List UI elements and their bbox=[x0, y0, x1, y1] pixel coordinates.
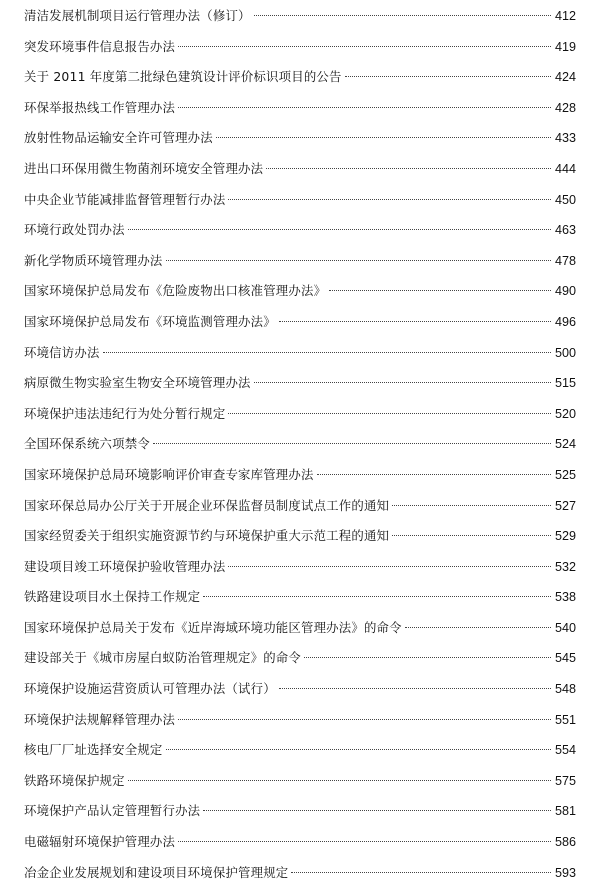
toc-entry-title: 国家环境保护总局发布《环境监测管理办法》 bbox=[24, 313, 276, 329]
toc-entry-page-number: 593 bbox=[554, 865, 576, 880]
dot-leader bbox=[103, 352, 551, 353]
toc-entry-page-number: 554 bbox=[554, 743, 576, 758]
dot-leader bbox=[228, 413, 551, 414]
toc-entry-title: 电磁辐射环境保护管理办法 bbox=[24, 834, 176, 850]
toc-entry[interactable] bbox=[0, 735, 594, 766]
toc-entry-page-number: 525 bbox=[554, 467, 576, 482]
toc-entry-title: 环境信访办法 bbox=[24, 344, 100, 360]
toc-entry-title: 国家经贸委关于组织实施资源节约与环境保护重大示范工程的通知 bbox=[24, 528, 390, 544]
toc-entry-page-number: 444 bbox=[554, 161, 576, 176]
dot-leader bbox=[128, 780, 551, 781]
toc-entry[interactable] bbox=[0, 93, 594, 124]
dot-leader bbox=[178, 719, 551, 720]
dot-leader bbox=[128, 229, 551, 230]
toc-entry[interactable] bbox=[0, 491, 594, 522]
dot-leader bbox=[405, 627, 551, 628]
toc-entry-page-number: 586 bbox=[554, 835, 576, 850]
toc-entry-page-number: 551 bbox=[554, 712, 576, 727]
toc-entry-page-number: 424 bbox=[554, 70, 576, 85]
dot-leader bbox=[266, 168, 551, 169]
dot-leader bbox=[392, 535, 551, 536]
dot-leader bbox=[329, 290, 551, 291]
toc-entry-title: 中央企业节能减排监督管理暂行办法 bbox=[24, 191, 226, 207]
toc-entry-page-number: 463 bbox=[554, 223, 576, 238]
toc-entry-page-number: 496 bbox=[554, 314, 576, 329]
toc-entry-title: 关于 2011 年度第二批绿色建筑设计评价标识项目的公告 bbox=[24, 69, 342, 85]
toc-entry[interactable] bbox=[0, 521, 594, 552]
dot-leader bbox=[279, 321, 551, 322]
toc-entry-title: 进出口环保用微生物菌剂环境安全管理办法 bbox=[24, 160, 264, 176]
dot-leader bbox=[178, 46, 551, 47]
dot-leader bbox=[166, 260, 551, 261]
toc-list bbox=[0, 1, 594, 888]
toc-entry[interactable] bbox=[0, 552, 594, 583]
toc-entry-page-number: 545 bbox=[554, 651, 576, 666]
toc-entry-title: 全国环保系统六项禁令 bbox=[24, 436, 150, 452]
toc-entry-page-number: 540 bbox=[554, 620, 576, 635]
dot-leader bbox=[166, 749, 551, 750]
toc-entry-title: 放射性物品运输安全许可管理办法 bbox=[24, 130, 213, 146]
toc-entry-title: 铁路环境保护规定 bbox=[24, 772, 125, 788]
toc-entry-title: 清洁发展机制项目运行管理办法（修订） bbox=[24, 8, 251, 23]
toc-entry[interactable] bbox=[0, 613, 594, 644]
toc-entry-title: 环境保护产品认定管理暂行办法 bbox=[24, 803, 201, 819]
toc-entry-page-number: 527 bbox=[554, 498, 576, 513]
toc-entry-page-number: 581 bbox=[554, 804, 576, 819]
toc-entry-page-number: 524 bbox=[554, 437, 576, 452]
toc-entry-page-number: 478 bbox=[554, 253, 576, 268]
toc-entry-title: 环保举报热线工作管理办法 bbox=[24, 99, 176, 115]
toc-entry-title: 建设部关于《城市房屋白蚁防治管理规定》的命令 bbox=[24, 650, 301, 666]
toc-entry[interactable] bbox=[0, 674, 594, 705]
toc-entry-page-number: 419 bbox=[554, 39, 576, 54]
dot-leader bbox=[291, 872, 551, 873]
toc-entry-title: 环境行政处罚办法 bbox=[24, 222, 125, 238]
toc-entry[interactable] bbox=[0, 429, 594, 460]
toc-entry[interactable] bbox=[0, 582, 594, 613]
toc-entry[interactable] bbox=[0, 766, 594, 797]
toc-entry[interactable] bbox=[0, 643, 594, 674]
toc-entry[interactable] bbox=[0, 154, 594, 185]
toc-entry-title: 国家环境保护总局发布《危险废物出口核准管理办法》 bbox=[24, 283, 327, 299]
toc-entry[interactable] bbox=[0, 62, 594, 93]
toc-entry[interactable] bbox=[0, 338, 594, 369]
toc-entry[interactable] bbox=[0, 827, 594, 858]
toc-entry[interactable] bbox=[0, 705, 594, 736]
dot-leader bbox=[228, 199, 551, 200]
dot-leader bbox=[254, 15, 551, 16]
toc-entry-title: 新化学物质环境管理办法 bbox=[24, 252, 163, 268]
toc-entry[interactable] bbox=[0, 246, 594, 277]
toc-entry-title: 环境保护法规解释管理办法 bbox=[24, 711, 176, 727]
dot-leader bbox=[203, 810, 551, 811]
toc-entry[interactable] bbox=[0, 215, 594, 246]
toc-entry-page-number: 529 bbox=[554, 529, 576, 544]
dot-leader bbox=[254, 382, 551, 383]
dot-leader bbox=[178, 841, 551, 842]
toc-entry-page-number: 575 bbox=[554, 773, 576, 788]
dot-leader bbox=[203, 596, 551, 597]
toc-entry-title: 国家环保总局办公厅关于开展企业环保监督员制度试点工作的通知 bbox=[24, 497, 390, 513]
toc-entry[interactable] bbox=[0, 368, 594, 399]
toc-entry-title: 环境保护违法违纪行为处分暂行规定 bbox=[24, 405, 226, 421]
toc-entry-page-number: 433 bbox=[554, 131, 576, 146]
toc-entry-title: 核电厂厂址选择安全规定 bbox=[24, 742, 163, 758]
toc-entry-title: 病原微生物实验室生物安全环境管理办法 bbox=[24, 375, 251, 391]
dot-leader bbox=[392, 505, 551, 506]
toc-entry-page-number: 500 bbox=[554, 345, 576, 360]
toc-entry-page-number: 538 bbox=[554, 590, 576, 605]
dot-leader bbox=[178, 107, 551, 108]
toc-entry-title: 突发环境事件信息报告办法 bbox=[24, 38, 176, 54]
toc-entry-page-number: 490 bbox=[554, 284, 576, 299]
toc-entry-title: 环境保护设施运营资质认可管理办法（试行） bbox=[24, 681, 276, 697]
toc-entry[interactable] bbox=[0, 1, 594, 32]
toc-entry-page-number: 520 bbox=[554, 406, 576, 421]
toc-entry-page-number: 515 bbox=[554, 376, 576, 391]
dot-leader bbox=[216, 137, 551, 138]
toc-entry-page-number: 428 bbox=[554, 100, 576, 115]
toc-entry[interactable] bbox=[0, 307, 594, 338]
toc-entry[interactable] bbox=[0, 460, 594, 491]
toc-entry-page-number: 450 bbox=[554, 192, 576, 207]
toc-entry-page-number: 412 bbox=[554, 9, 576, 23]
toc-entry[interactable] bbox=[0, 276, 594, 307]
toc-entry-page-number: 548 bbox=[554, 682, 576, 697]
toc-entry-title: 铁路建设项目水土保持工作规定 bbox=[24, 589, 201, 605]
toc-entry-title: 建设项目竣工环境保护验收管理办法 bbox=[24, 558, 226, 574]
dot-leader bbox=[345, 76, 551, 77]
toc-entry[interactable] bbox=[0, 32, 594, 63]
toc-entry-title: 国家环境保护总局环境影响评价审查专家库管理办法 bbox=[24, 466, 314, 482]
dot-leader bbox=[304, 657, 551, 658]
dot-leader bbox=[317, 474, 551, 475]
dot-leader bbox=[279, 688, 551, 689]
toc-entry[interactable] bbox=[0, 796, 594, 827]
toc-entry[interactable] bbox=[0, 858, 594, 889]
toc-entry-title: 国家环境保护总局关于发布《近岸海域环境功能区管理办法》的命令 bbox=[24, 619, 402, 635]
dot-leader bbox=[228, 566, 551, 567]
dot-leader bbox=[153, 443, 551, 444]
toc-entry-title: 冶金企业发展规划和建设项目环境保护管理规定 bbox=[24, 864, 289, 880]
toc-entry[interactable] bbox=[0, 123, 594, 154]
toc-entry[interactable] bbox=[0, 399, 594, 430]
toc-entry[interactable] bbox=[0, 185, 594, 216]
toc-entry-page-number: 532 bbox=[554, 559, 576, 574]
